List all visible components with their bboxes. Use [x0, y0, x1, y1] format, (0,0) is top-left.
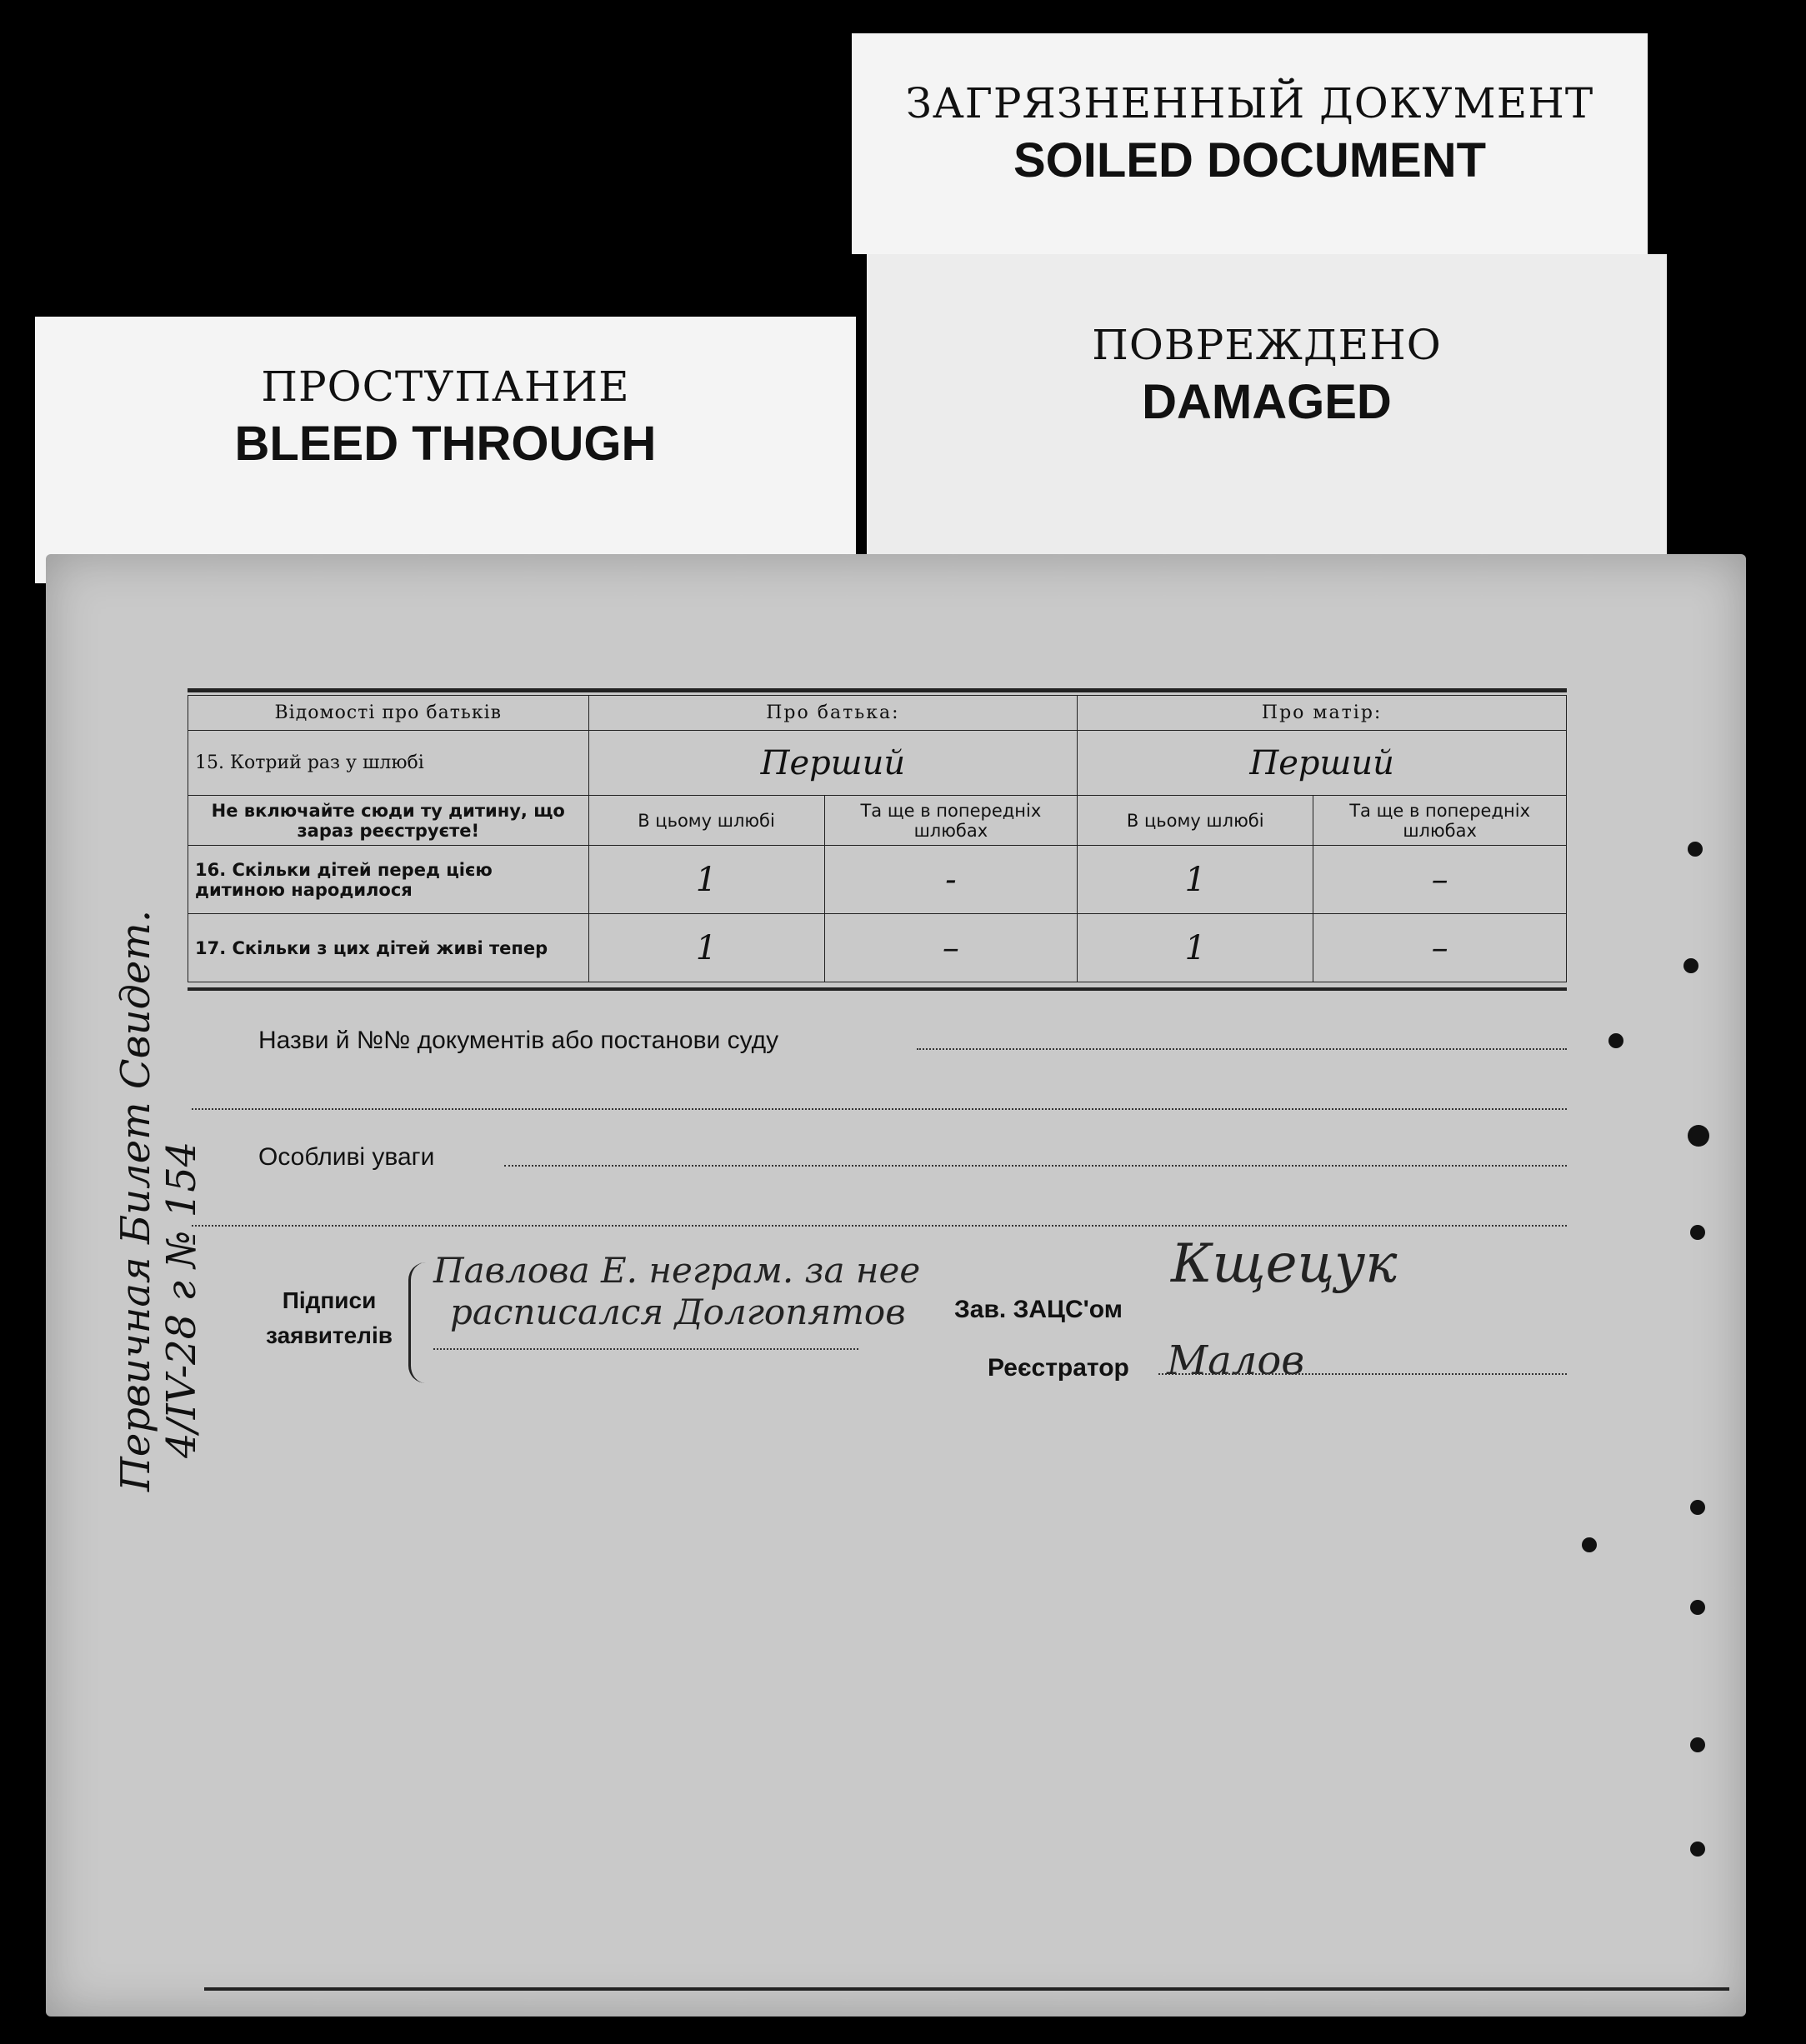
- punch-hole: [1690, 1600, 1705, 1615]
- row15-mother-value: Перший: [1078, 731, 1567, 796]
- soiled-label-ru: ЗАГРЯЗНЕННЫЙ ДОКУМЕНТ: [905, 79, 1594, 127]
- head-zags-label: Зав. ЗАЦС'ом: [954, 1296, 1123, 1323]
- documents-line: [917, 1048, 1567, 1050]
- applicants-signatures-label: Підписи заявителів: [266, 1287, 393, 1348]
- damaged-label: [867, 254, 1667, 562]
- row16-father-this: 1: [588, 846, 824, 914]
- row16-father-prev: -: [824, 846, 1078, 914]
- row17-father-prev: –: [824, 914, 1078, 982]
- punch-hole: [1688, 842, 1703, 857]
- soiled-document-label: [852, 33, 1648, 254]
- documents-line-2: [192, 1108, 1567, 1110]
- punch-hole: [1582, 1537, 1597, 1552]
- exclude-child-note: Не включайте сюди ту дитину, що зараз реєструєте!: [188, 796, 589, 846]
- row17-mother-prev: –: [1313, 914, 1567, 982]
- col-header-father: Про батька:: [588, 696, 1078, 731]
- row16-mother-prev: –: [1313, 846, 1567, 914]
- col-header-info: Відомості про батьків: [188, 696, 589, 731]
- registrar-line: [1158, 1373, 1567, 1375]
- row16-mother-this: 1: [1078, 846, 1313, 914]
- father-prev-marriages-header: Та ще в попередніх шлюбах: [824, 796, 1078, 846]
- special-notes-line: [504, 1165, 1567, 1167]
- punch-hole: [1690, 1500, 1705, 1515]
- punch-hole: [1690, 1737, 1705, 1752]
- applicant-signature-line1: Павлова Е. неграм. за нее: [433, 1250, 921, 1291]
- special-notes-label: Особливі уваги: [258, 1143, 435, 1171]
- registrar-signature: Малов: [1167, 1337, 1305, 1384]
- registrar-label: Реєстратор: [988, 1354, 1129, 1382]
- mother-this-marriage-header: В цьому шлюбі: [1078, 796, 1313, 846]
- documents-label: Назви й №№ документів або постанови суду: [258, 1027, 779, 1054]
- col-header-mother: Про матір:: [1078, 696, 1567, 731]
- father-this-marriage-header: В цьому шлюбі: [588, 796, 824, 846]
- damaged-label-en: DAMAGED: [1142, 375, 1392, 429]
- parents-info-table: [188, 695, 1567, 982]
- punch-hole: [1688, 1125, 1709, 1147]
- row16-label: 16. Скільки дітей перед цією дитиною народилося: [188, 846, 589, 914]
- bleed-label-ru: ПРОСТУПАНИЕ: [261, 362, 630, 411]
- bleed-through-label: [35, 317, 856, 583]
- punch-hole: [1690, 1225, 1705, 1240]
- soiled-label-en: SOILED DOCUMENT: [1013, 133, 1487, 187]
- row17-father-this: 1: [588, 914, 824, 982]
- row17-mother-this: 1: [1078, 914, 1313, 982]
- row15-father-value: Перший: [588, 731, 1078, 796]
- table-bottom-rule: [188, 987, 1567, 991]
- special-notes-line-2: [192, 1225, 1567, 1227]
- mother-prev-marriages-header: Та ще в попередніх шлюбах: [1313, 796, 1567, 846]
- signatures-bracket: [408, 1262, 426, 1383]
- applicant-signature-line2: расписался Долгопятов: [450, 1292, 906, 1332]
- damaged-label-ru: ПОВРЕЖДЕНО: [1092, 321, 1442, 369]
- row17-label: 17. Скільки з цих дітей живі тепер: [188, 914, 589, 982]
- punch-hole: [1683, 958, 1698, 973]
- margin-note-line2: 4/IV-28 г № 154: [158, 1141, 205, 1458]
- bleed-label-en: BLEED THROUGH: [234, 417, 657, 471]
- table-top-rule: [188, 688, 1567, 692]
- punch-hole: [1608, 1033, 1623, 1048]
- punch-hole: [1690, 1842, 1705, 1857]
- applicant-signature-line: [433, 1348, 858, 1350]
- margin-note-line1: Первичная Билет Свидет.: [113, 909, 159, 1492]
- head-signature: Кщецук: [1171, 1233, 1398, 1295]
- bottom-rule: [204, 1987, 1729, 1991]
- row15-label: 15. Котрий раз у шлюбі: [188, 731, 589, 796]
